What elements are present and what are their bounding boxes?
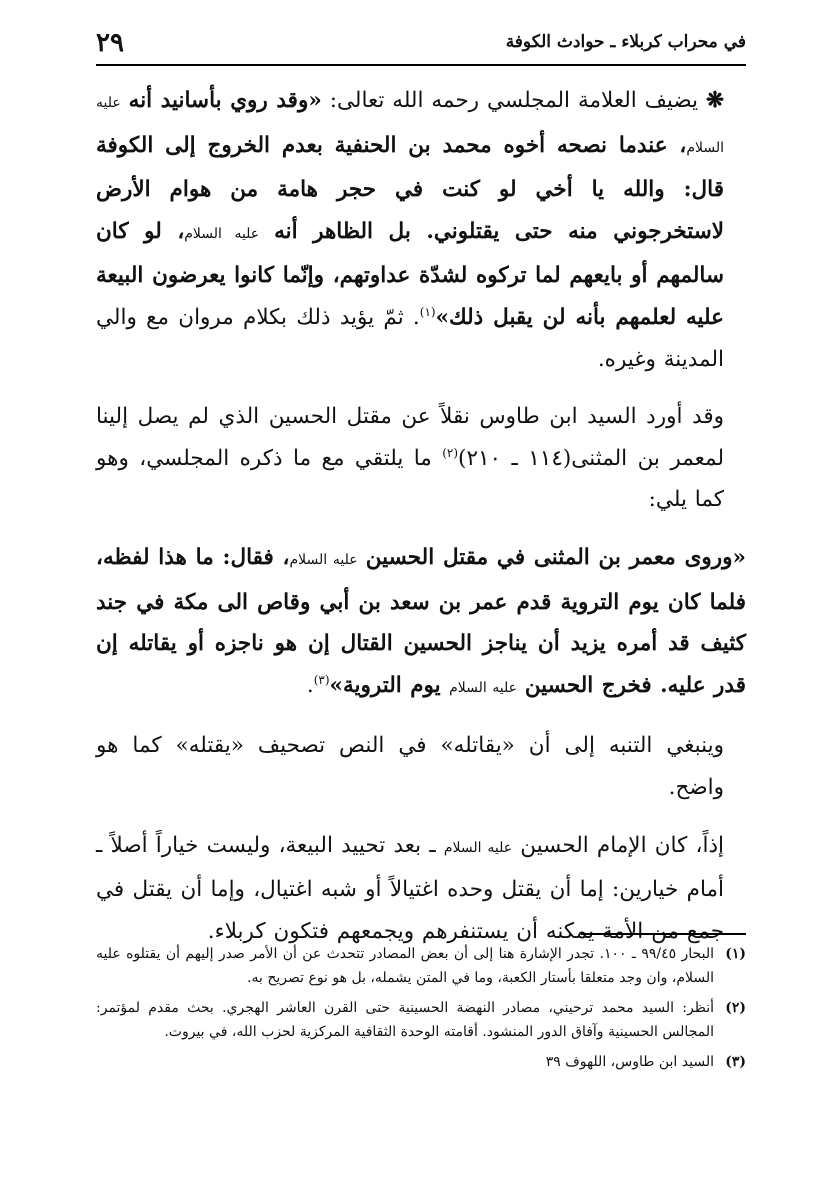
footnote-text: السيد ابن طاوس، اللهوف ٣٩ [545, 1054, 714, 1070]
page-header [96, 26, 746, 62]
quote-text: «وروى معمر بن المثنى في مقتل الحسين [365, 544, 746, 570]
main-text [96, 80, 746, 952]
footnote-number: (٣) [725, 1054, 746, 1070]
footnote-1 [96, 942, 746, 990]
footnote-ref: (٢) [442, 445, 459, 460]
footnotes [96, 942, 746, 1080]
quote-text: ، فقال: ما هذا لفظه، فلما كان يوم التروية قدم عمر بن سعد بن أبي وقاص الى مكة في جند كثيف قد أمره يزيد أن يناجز الحسين القتال إن هو ناجزه أو يقاتله إن قدر عليه. فخرج الحسين [96, 544, 746, 698]
page-number: ٢٩ [96, 28, 124, 58]
honorific-mark: عليه السلام [289, 551, 358, 568]
header-rule [96, 64, 746, 66]
paragraph-text: إذاً، كان الإمام الحسين [520, 832, 724, 858]
paragraph-majlisi-quote [96, 80, 746, 380]
honorific-mark: عليه السلام [96, 946, 714, 986]
quote-text: ، لو كان سالمهم أو بايعهم لما تركوه لشدّة عداوتهم، وإنّما كانوا يعرضون البيعة عليه لعلمهم بأنه لن يقبل ذلك» [96, 218, 724, 330]
footnote-number: (١) [725, 946, 746, 962]
honorific-mark: عليه السلام [449, 679, 517, 696]
paragraph-text: . [306, 672, 314, 698]
footnote-ref: (٣) [313, 672, 330, 687]
footnote-rule [581, 933, 746, 935]
quote-text: «وقد روي بأسانيد أنه [128, 88, 322, 113]
paragraph-text: وقد أورد السيد ابن طاوس نقلاً عن مقتل الحسين الذي لم يصل إلينا لمعمر بن المثنى(١١٤ ـ ٢١٠) [96, 404, 724, 471]
footnote-text: ، وان وجد متعلقا بأستار الكعبة، وما في المتن يشمله، بل هو نوع تصريح به. [247, 970, 677, 986]
footnote-3 [96, 1050, 746, 1074]
paragraph-ibn-tawus [96, 396, 746, 521]
honorific-mark: عليه السلام [443, 839, 513, 856]
paragraph-tashif-note [96, 725, 746, 808]
running-title: في محراب كربلاء ـ حوادث الكوفة [505, 32, 746, 52]
footnote-text: أنظر: السيد محمد ترحيني، مصادر النهضة الحسينية حتى القرن العاشر الهجري. بحث مقدم لمؤتمر: المجالس الحسينية وآفاق الدور المنشود. أقامته الوحدة الثقافية المركزية لحزب الله، في بيروت. [96, 1000, 714, 1040]
paragraph-text: يضيف العلامة المجلسي رحمه الله تعالى: [321, 88, 706, 113]
honorific-mark: عليه السلام [96, 95, 724, 156]
footnote-text: البحار ٩٩/٤٥ ـ ١٠٠. تجدر الإشارة هنا إلى أن بعض المصادر تتحدث عن أن الأمر صدر إليهم أن يقتلوه [126, 946, 714, 962]
footnote-number: (٢) [725, 1000, 746, 1016]
paragraph-text: وينبغي التنبه إلى أن «يقاتله» في النص تصحيف «يقتله» كما هو واضح. [96, 733, 724, 800]
paragraph-text: ما يلتقي مع ما ذكره المجلسي، وهو كما يلي: [96, 445, 724, 513]
quote-text: ، عندما نصحه أخوه محمد بن الحنفية بعدم الخروج إلى الكوفة قال: والله يا أخي لو كنت في حجر هامة من هوام الأرض لاستخرجوني منه حتى يقتلوني. بل الظاهر أنه [96, 132, 724, 244]
paragraph-muammar-quote [96, 537, 746, 709]
quote-text: يوم التروية» [329, 672, 450, 698]
paragraph-text: ـ بعد تحييد البيعة، وليست خياراً أصلاً ـ أمام خيارين: إما أن يقتل وحده اغتيالاً أو شبه اغتيال، وإما أن يقتل في جمع من الأمة يمكنه أن يستنفرهم ويجمعهم فتكون كربلاء. [96, 832, 724, 944]
footnote-2 [96, 996, 746, 1044]
footnote-ref: (١) [419, 304, 436, 319]
paragraph-text: . ثمّ يؤيد ذلك بكلام مروان مع والي المدينة وغيره. [96, 304, 724, 372]
asterisk-mark: ❋ [706, 88, 725, 113]
honorific-mark: عليه السلام [184, 225, 260, 242]
